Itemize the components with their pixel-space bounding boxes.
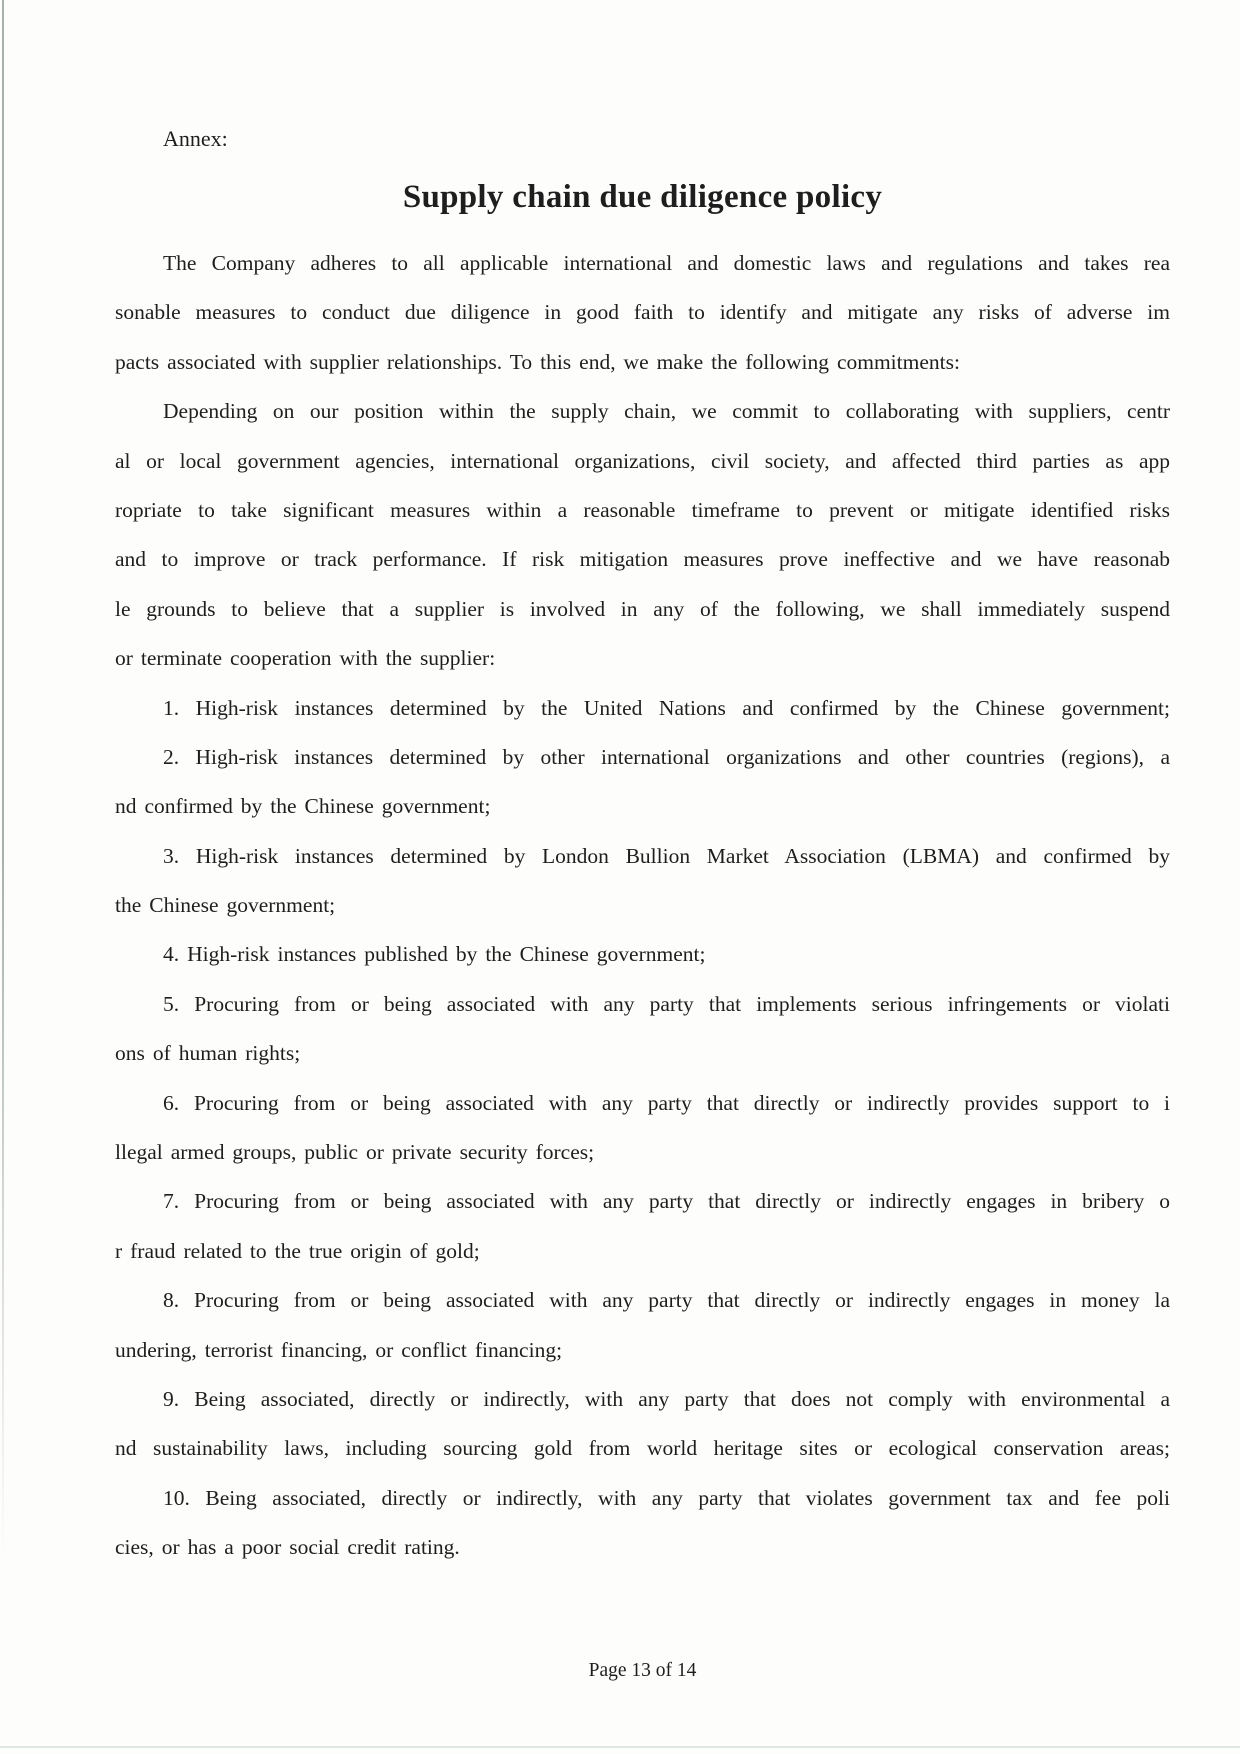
left-edge-scan-line [2, 0, 4, 1560]
text-line: sonable measures to conduct due diligence in good faith to identify and mitigate any risks of adverse im [115, 300, 1170, 325]
page-number: Page 13 of 14 [588, 1660, 697, 1681]
text-line: Depending on our position within the supply chain, we commit to collaborating with suppliers, centr [163, 399, 1170, 424]
page-title: Supply chain due diligence policy [402, 179, 883, 215]
text-line: pacts associated with supplier relationships. To this end, we make the following commitments: [115, 349, 960, 374]
text-line: 10. Being associated, directly or indirectly, with any party that violates government tax and fee poli [163, 1485, 1170, 1510]
text-line: 4. High-risk instances published by the Chinese government; [163, 942, 706, 967]
text-line: nd sustainability laws, including sourcing gold from world heritage sites or ecological conservation areas; [115, 1436, 1170, 1461]
text-line: 5. Procuring from or being associated with any party that implements serious infringements or violati [163, 991, 1170, 1016]
annex-label: Annex: [163, 126, 228, 151]
text-line: 8. Procuring from or being associated with any party that directly or indirectly engages in money la [163, 1288, 1170, 1313]
text-line: nd confirmed by the Chinese government; [115, 794, 491, 819]
text-line: llegal armed groups, public or private security forces; [115, 1140, 595, 1165]
text-line: ons of human rights; [115, 1041, 301, 1066]
text-line: 1. High-risk instances determined by the United Nations and confirmed by the Chinese government; [163, 695, 1170, 720]
document-body [115, 239, 1170, 1573]
text-line: undering, terrorist financing, or conflict financing; [115, 1337, 563, 1362]
bottom-edge-scan-line [0, 1746, 1240, 1748]
text-line: r fraud related to the true origin of gold; [115, 1238, 480, 1263]
text-line: 7. Procuring from or being associated with any party that directly or indirectly engages in bribery o [163, 1189, 1170, 1214]
text-line: The Company adheres to all applicable international and domestic laws and regulations and takes rea [163, 251, 1170, 275]
text-line: 2. High-risk instances determined by other international organizations and other countries (regions), a [163, 744, 1170, 769]
text-line: or terminate cooperation with the supplier: [115, 646, 496, 671]
text-line: le grounds to believe that a supplier is involved in any of the following, we shall immediately suspend [115, 596, 1170, 621]
text-line: 6. Procuring from or being associated with any party that directly or indirectly provides support to i [163, 1090, 1170, 1115]
text-line: the Chinese government; [115, 893, 336, 918]
text-line: ropriate to take significant measures within a reasonable timeframe to prevent or mitigate identified risks [115, 497, 1170, 522]
text-line: cies, or has a poor social credit rating. [115, 1535, 460, 1560]
text-line: and to improve or track performance. If risk mitigation measures prove ineffective and we have reasonab [115, 547, 1170, 572]
text-line: 3. High-risk instances determined by London Bullion Market Association (LBMA) and confirmed by [163, 843, 1170, 868]
text-line: al or local government agencies, international organizations, civil society, and affected third parties as app [115, 448, 1170, 473]
text-line: 9. Being associated, directly or indirectly, with any party that does not comply with environmental a [163, 1386, 1170, 1411]
